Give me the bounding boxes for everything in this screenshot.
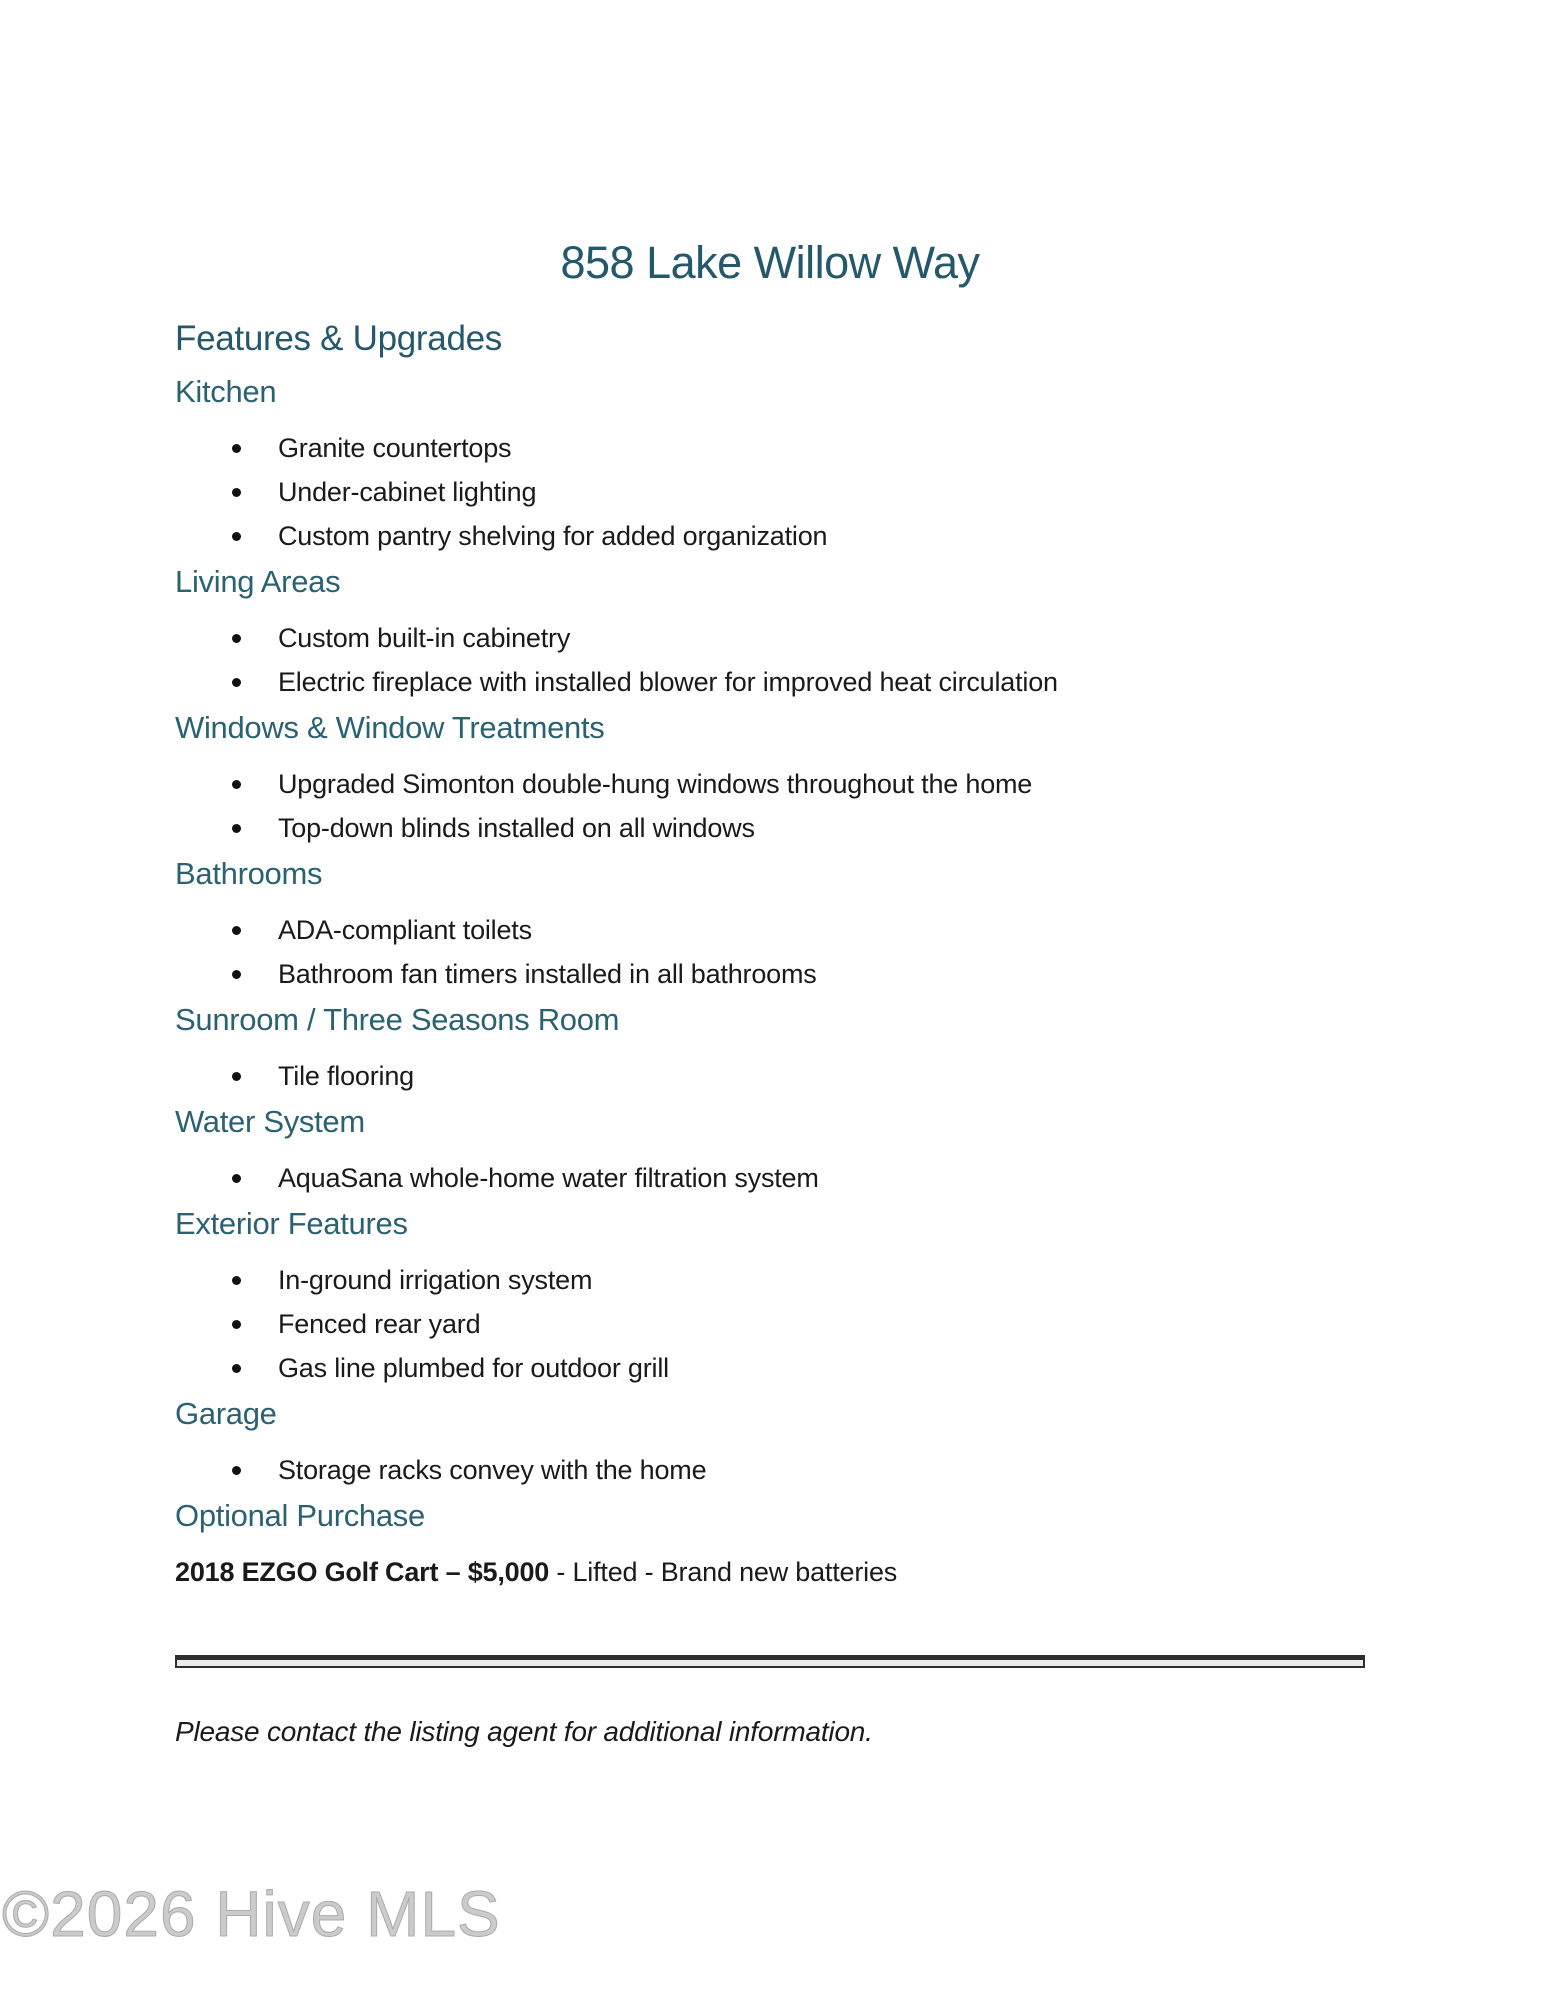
sunroom-list — [175, 1061, 1365, 1091]
living-areas-list — [175, 623, 1365, 697]
section-heading-bathrooms: Bathrooms — [175, 856, 323, 891]
list-item: Top-down blinds installed on all windows — [278, 813, 1365, 843]
section-heading-water-system: Water System — [175, 1104, 365, 1139]
golf-cart-bold-text: 2018 EZGO Golf Cart – $5,000 — [175, 1557, 550, 1587]
section-heading-living-areas: Living Areas — [175, 564, 341, 599]
bathrooms-list — [175, 915, 1365, 989]
list-item: Bathroom fan timers installed in all bathrooms — [278, 959, 1365, 989]
list-item: Fenced rear yard — [278, 1309, 1365, 1339]
list-item: Under-cabinet lighting — [278, 477, 1365, 507]
section-heading-garage: Garage — [175, 1396, 277, 1431]
list-item: Tile flooring — [278, 1061, 1365, 1091]
footer-note: Please contact the listing agent for additional information. — [175, 1716, 873, 1747]
list-item: Storage racks convey with the home — [278, 1455, 1365, 1485]
kitchen-list — [175, 433, 1365, 551]
list-item: Custom built-in cabinetry — [278, 623, 1365, 653]
document-content — [175, 0, 1365, 1748]
section-divider — [175, 1655, 1365, 1668]
optional-purchase-line — [175, 1557, 1365, 1587]
section-heading-kitchen: Kitchen — [175, 374, 277, 409]
list-item: Granite countertops — [278, 433, 1365, 463]
list-item: AquaSana whole-home water filtration system — [278, 1163, 1365, 1193]
list-item: Gas line plumbed for outdoor grill — [278, 1353, 1365, 1383]
page-title: 858 Lake Willow Way — [560, 237, 980, 288]
main-heading: Features & Upgrades — [175, 319, 502, 358]
list-item: ADA-compliant toilets — [278, 915, 1365, 945]
list-item: Electric fireplace with installed blower for improved heat circulation — [278, 667, 1365, 697]
list-item: Custom pantry shelving for added organization — [278, 521, 1365, 551]
section-heading-exterior: Exterior Features — [175, 1206, 408, 1241]
list-item: In-ground irrigation system — [278, 1265, 1365, 1295]
garage-list — [175, 1455, 1365, 1485]
windows-list — [175, 769, 1365, 843]
exterior-list — [175, 1265, 1365, 1383]
section-heading-sunroom: Sunroom / Three Seasons Room — [175, 1002, 620, 1037]
list-item: Upgraded Simonton double-hung windows throughout the home — [278, 769, 1365, 799]
golf-cart-regular-text: - Lifted - Brand new batteries — [549, 1557, 898, 1587]
section-heading-windows: Windows & Window Treatments — [175, 710, 605, 745]
section-heading-optional-purchase: Optional Purchase — [175, 1498, 425, 1533]
water-system-list — [175, 1163, 1365, 1193]
hive-mls-watermark: ©2026 Hive MLS — [2, 1878, 501, 1950]
